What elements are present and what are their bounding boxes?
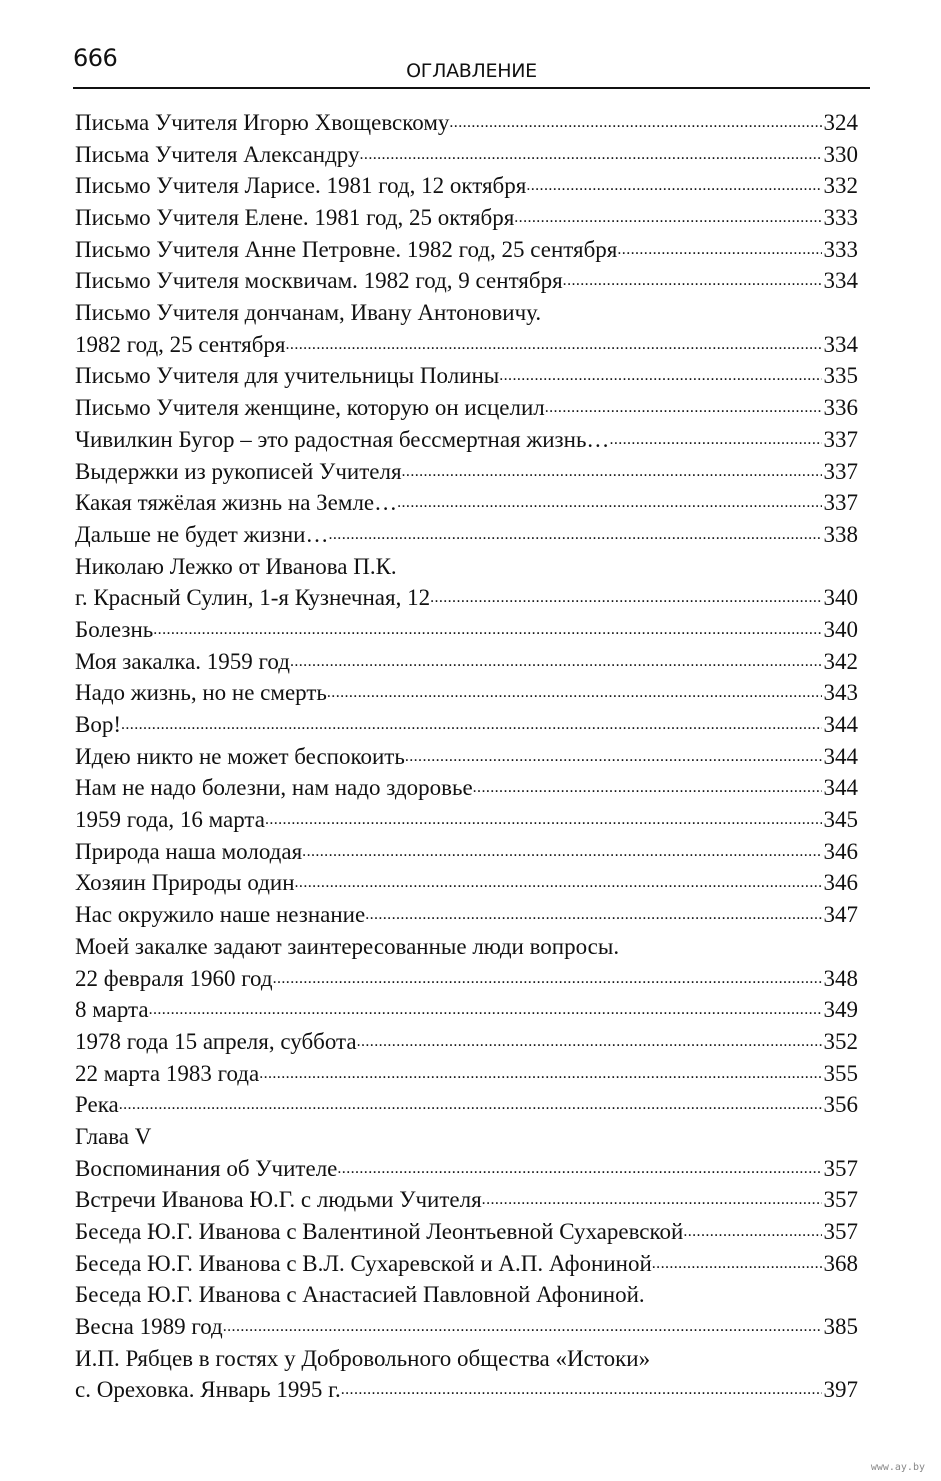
toc-entry-page: 343 [823, 680, 858, 706]
toc-entry-title: Письма Учителя Игорю Хвощевскому [75, 109, 450, 135]
toc-entry[interactable] [75, 836, 858, 868]
dot-leader [327, 677, 822, 709]
dot-leader [337, 1153, 821, 1185]
watermark: www.ay.by [870, 1462, 925, 1473]
dot-leader [259, 1058, 821, 1090]
toc-entry-title: Письмо Учителя для учительницы Полины [75, 363, 500, 389]
toc-entry-title: Моей закалке задают заинтересованные люди вопросы. [75, 933, 620, 959]
dot-leader [153, 614, 821, 646]
dot-leader [545, 392, 822, 424]
header-rule [73, 87, 870, 89]
dot-leader [302, 836, 821, 868]
dot-leader [365, 899, 821, 931]
toc-entry-page: 333 [823, 236, 858, 262]
toc-entry-page: 324 [823, 109, 858, 135]
toc-entry-title: Беседа Ю.Г. Иванова с В.Л. Сухаревской и А.П. Афониной [75, 1250, 652, 1276]
toc-entry-page: 332 [823, 173, 858, 199]
toc-entry-page: 357 [823, 1187, 858, 1213]
dot-leader [265, 804, 822, 836]
running-head: ОГЛАВЛЕНИЕ [406, 60, 537, 82]
toc-entry-title: Дальше не будет жизни… [75, 521, 329, 547]
dot-leader [341, 1375, 822, 1407]
toc-entry-title: Письмо Учителя дончанам, Ивану Антоновичу. [75, 300, 542, 326]
toc-entry-title: Моя закалка. 1959 год [75, 648, 290, 674]
toc-entry[interactable] [75, 1279, 858, 1311]
toc-entry-title: 1982 год, 25 сентября [75, 331, 286, 357]
toc-entry-title: Нам не надо болезни, нам надо здоровье [75, 775, 473, 801]
dot-leader [149, 994, 822, 1026]
toc-entry-title: Николаю Лежко от Иванова П.К. [75, 553, 397, 579]
toc-entry[interactable] [75, 424, 858, 456]
dot-leader [329, 519, 822, 551]
toc-entry-page: 338 [823, 521, 858, 547]
dot-leader [499, 361, 821, 393]
toc-entry-page: 334 [823, 331, 858, 357]
toc-entry[interactable] [75, 329, 858, 361]
toc-entry-title: Глава V [75, 1123, 152, 1149]
toc-entry[interactable] [75, 963, 858, 995]
toc-entry-title: Выдержки из рукописей Учителя [75, 458, 402, 484]
dot-leader [295, 868, 822, 900]
toc-entry-title: Письмо Учителя Ларисе. 1981 год, 12 октября [75, 173, 527, 199]
dot-leader [449, 107, 821, 139]
toc-entry-title: 8 марта [75, 997, 149, 1023]
toc-entry-page: 357 [823, 1155, 858, 1181]
toc-entry-title: Природа наша молодая [75, 838, 303, 864]
toc-entry-page: 337 [823, 490, 858, 516]
dot-leader [119, 1089, 822, 1121]
dot-leader [526, 170, 821, 202]
toc-entry-title: Весна 1989 год [75, 1314, 223, 1340]
toc-entry[interactable] [75, 392, 858, 424]
toc-entry-page: 337 [823, 426, 858, 452]
toc-entry-title: 1959 года, 16 марта [75, 807, 265, 833]
toc-entry[interactable] [75, 868, 858, 900]
toc-entry-title: Письмо Учителя женщине, которую он исцелил [75, 395, 545, 421]
page-number: 666 [73, 44, 118, 72]
toc-entry[interactable] [75, 677, 858, 709]
toc-entry-page: 336 [823, 395, 858, 421]
toc-entry-page: 349 [823, 997, 858, 1023]
toc-entry[interactable] [75, 1121, 858, 1153]
toc-entry[interactable] [75, 1216, 858, 1248]
toc-entry[interactable] [75, 107, 858, 139]
toc-entry[interactable] [75, 1248, 858, 1280]
toc-entry[interactable] [75, 551, 858, 583]
toc-entry-title: с. Ореховка. Январь 1995 г. [75, 1377, 341, 1403]
toc-entry-page: 340 [823, 585, 858, 611]
toc-entry-title: Какая тяжёлая жизнь на Земле… [75, 490, 398, 516]
toc-entry[interactable] [75, 804, 858, 836]
toc-entry-page: 333 [823, 205, 858, 231]
toc-entry[interactable] [75, 1311, 858, 1343]
dot-leader [430, 582, 821, 614]
toc-entry-title: Нас окружило наше незнание [75, 902, 366, 928]
toc-entry[interactable] [75, 1026, 858, 1058]
dot-leader [121, 709, 822, 741]
toc-entry[interactable] [75, 297, 858, 329]
toc-entry-title: г. Красный Сулин, 1-я Кузнечная, 12 [75, 585, 431, 611]
toc-entry[interactable] [75, 265, 858, 297]
dot-leader [402, 456, 822, 488]
toc-entry[interactable] [75, 202, 858, 234]
toc-entry-title: Письмо Учителя Елене. 1981 год, 25 октября [75, 205, 515, 231]
toc-entry[interactable] [75, 741, 858, 773]
toc-entry-page: 345 [823, 807, 858, 833]
toc-entry-title: 22 марта 1983 года [75, 1060, 260, 1086]
toc-entry-page: 342 [823, 648, 858, 674]
toc-entry[interactable] [75, 487, 858, 519]
toc-entry-title: Письмо Учителя москвичам. 1982 год, 9 сентября [75, 268, 563, 294]
toc-entry-title: Чивилкин Бугор – это радостная бессмертная жизнь… [75, 426, 610, 452]
dot-leader [683, 1216, 821, 1248]
toc-entry[interactable] [75, 899, 858, 931]
dot-leader [286, 329, 822, 361]
dot-leader [290, 646, 822, 678]
toc-entry-title: Воспоминания об Учителе [75, 1155, 338, 1181]
toc-entry[interactable] [75, 994, 858, 1026]
toc-entry-page: 348 [823, 965, 858, 991]
toc-entry-title: И.П. Рябцев в гостях у Добровольного общества «Истоки» [75, 1345, 651, 1371]
dot-leader [360, 139, 822, 171]
toc-entry[interactable] [75, 931, 858, 963]
toc-entry-page: 334 [823, 268, 858, 294]
toc-entry-title: Вор! [75, 712, 121, 738]
toc-entry-page: 355 [823, 1060, 858, 1086]
toc-entry-title: Болезнь [75, 616, 154, 642]
toc-entry-title: Письма Учителя Александру [75, 141, 360, 167]
toc-entry-title: Беседа Ю.Г. Иванова с Анастасией Павловной Афониной. [75, 1282, 645, 1308]
toc-entry[interactable] [75, 1058, 858, 1090]
toc-entry-page: 330 [823, 141, 858, 167]
toc-entry[interactable] [75, 234, 858, 266]
toc-entry-title: Надо жизнь, но не смерть [75, 680, 327, 706]
toc-entry[interactable] [75, 361, 858, 393]
dot-leader [609, 424, 821, 456]
dot-leader [482, 1184, 822, 1216]
toc-entry-page: 346 [823, 870, 858, 896]
dot-leader [397, 487, 821, 519]
toc-entry[interactable] [75, 614, 858, 646]
dot-leader [617, 234, 821, 266]
toc-entry-page: 340 [823, 616, 858, 642]
table-of-contents [75, 107, 858, 1406]
toc-entry-page: 344 [823, 712, 858, 738]
toc-entry-page: 344 [823, 775, 858, 801]
toc-entry-page: 347 [823, 902, 858, 928]
dot-leader [514, 202, 821, 234]
dot-leader [652, 1248, 822, 1280]
toc-entry-title: Река [75, 1092, 119, 1118]
toc-entry-title: Письмо Учителя Анне Петровне. 1982 год, 25 сентября [75, 236, 618, 262]
dot-leader [405, 741, 822, 773]
toc-entry-page: 346 [823, 838, 858, 864]
toc-entry-title: 1978 года 15 апреля, суббота [75, 1028, 357, 1054]
toc-entry[interactable] [75, 646, 858, 678]
dot-leader [223, 1311, 822, 1343]
toc-entry[interactable] [75, 170, 858, 202]
toc-entry-page: 397 [823, 1377, 858, 1403]
toc-entry[interactable] [75, 1343, 858, 1375]
toc-entry[interactable] [75, 1375, 858, 1407]
toc-entry[interactable] [75, 582, 858, 614]
toc-entry-page: 335 [823, 363, 858, 389]
dot-leader [473, 772, 822, 804]
toc-entry-page: 356 [823, 1092, 858, 1118]
toc-entry-title: Идею никто не может беспокоить [75, 743, 405, 769]
toc-entry-title: Беседа Ю.Г. Иванова с Валентиной Леонтьевной Сухаревской [75, 1219, 684, 1245]
toc-entry-page: 344 [823, 743, 858, 769]
toc-entry[interactable] [75, 1153, 858, 1185]
dot-leader [357, 1026, 822, 1058]
toc-entry[interactable] [75, 1089, 858, 1121]
dot-leader [563, 265, 822, 297]
toc-entry-page: 368 [823, 1250, 858, 1276]
toc-entry[interactable] [75, 772, 858, 804]
toc-entry-page: 337 [823, 458, 858, 484]
toc-entry-title: Хозяин Природы один [75, 870, 295, 896]
toc-entry[interactable] [75, 139, 858, 171]
toc-entry[interactable] [75, 709, 858, 741]
toc-entry[interactable] [75, 1184, 858, 1216]
toc-entry[interactable] [75, 456, 858, 488]
toc-entry-title: Встречи Иванова Ю.Г. с людьми Учителя [75, 1187, 482, 1213]
toc-entry[interactable] [75, 519, 858, 551]
toc-entry-page: 357 [823, 1219, 858, 1245]
toc-entry-title: 22 февраля 1960 год [75, 965, 273, 991]
toc-entry-page: 385 [823, 1314, 858, 1340]
toc-entry-page: 352 [823, 1028, 858, 1054]
dot-leader [273, 963, 822, 995]
